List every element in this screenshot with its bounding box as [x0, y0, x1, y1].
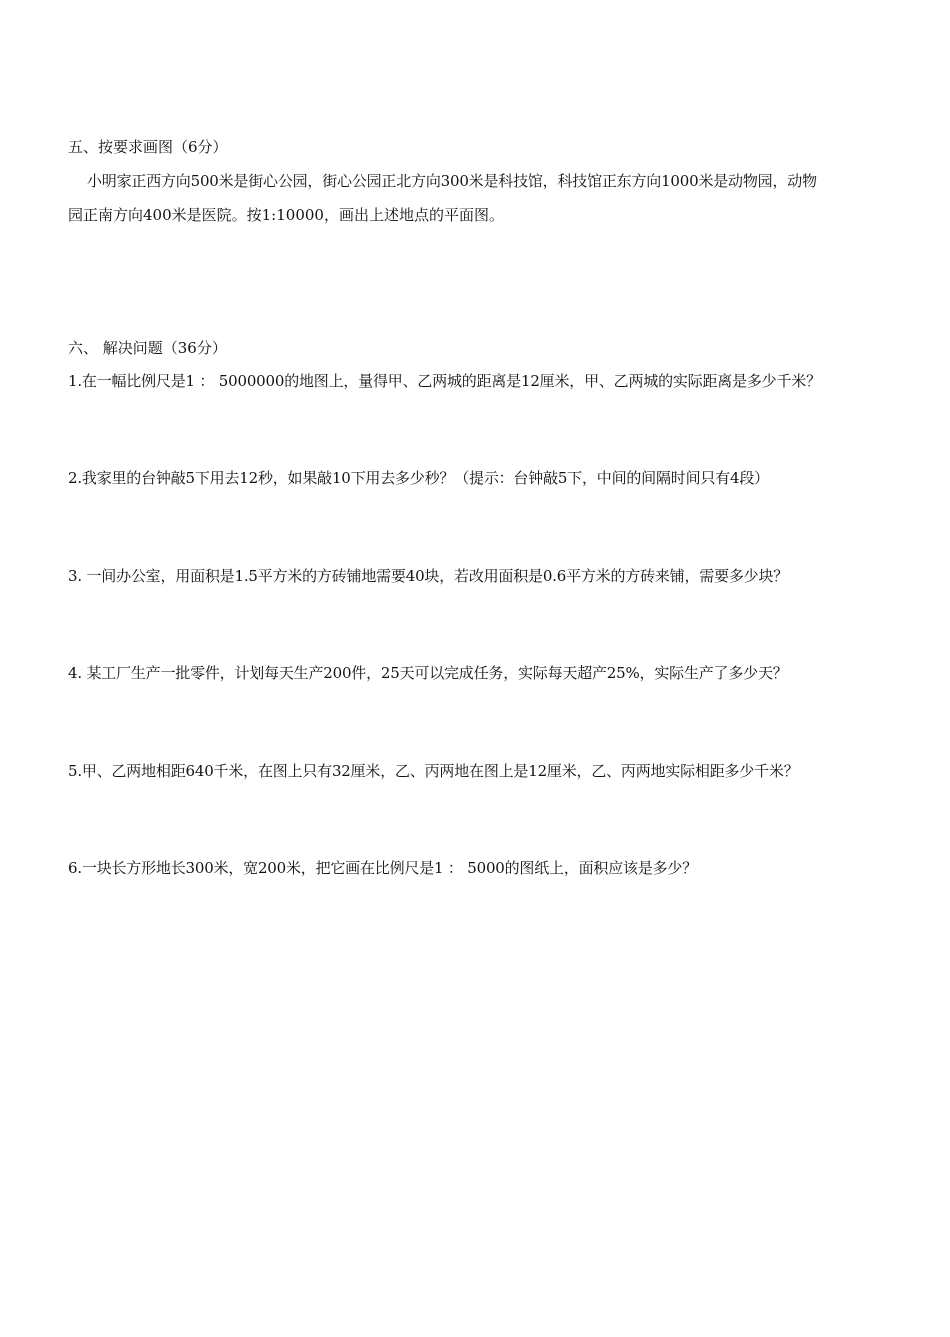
section-5-paragraph-line-2: 园正南方向400米是医院。按1:10000，画出上述地点的平面图。 [68, 206, 504, 224]
section-5-heading: 五、按要求画图（6分） [68, 138, 228, 156]
question-3: 3. 一间办公室，用面积是1.5平方米的方砖铺地需要40块，若改用面积是0.6平方米的方砖来铺，需要多少块？ [68, 567, 789, 585]
question-4: 4. 某工厂生产一批零件，计划每天生产200件，25天可以完成任务，实际每天超产25%，实际生产了多少天？ [68, 664, 788, 682]
question-5: 5.甲、乙两地相距640千米，在图上只有32厘米，乙、丙两地在图上是12厘米，乙、丙两地实际相距多少千米？ [68, 762, 799, 780]
question-6: 6.一块长方形地长300米，宽200米，把它画在比例尺是1 ： 5000的图纸上，面积应该是多少？ [68, 859, 698, 877]
section-6-heading: 六、 解决问题（36分） [68, 339, 227, 357]
question-2: 2.我家里的台钟敲5下用去12秒，如果敲10下用去多少秒？（提示：台钟敲5下，中间的间隔时间只有4段） [68, 469, 769, 487]
question-1: 1.在一幅比例尺是1 ： 5000000的地图上，量得甲、乙两城的距离是12厘米，甲、乙两城的实际距离是多少千米？ [68, 372, 821, 390]
section-5-paragraph-line-1: 小明家正西方向500米是街心公园，街心公园正北方向300米是科技馆，科技馆正东方向1000米是动物园，动物 [87, 172, 817, 190]
